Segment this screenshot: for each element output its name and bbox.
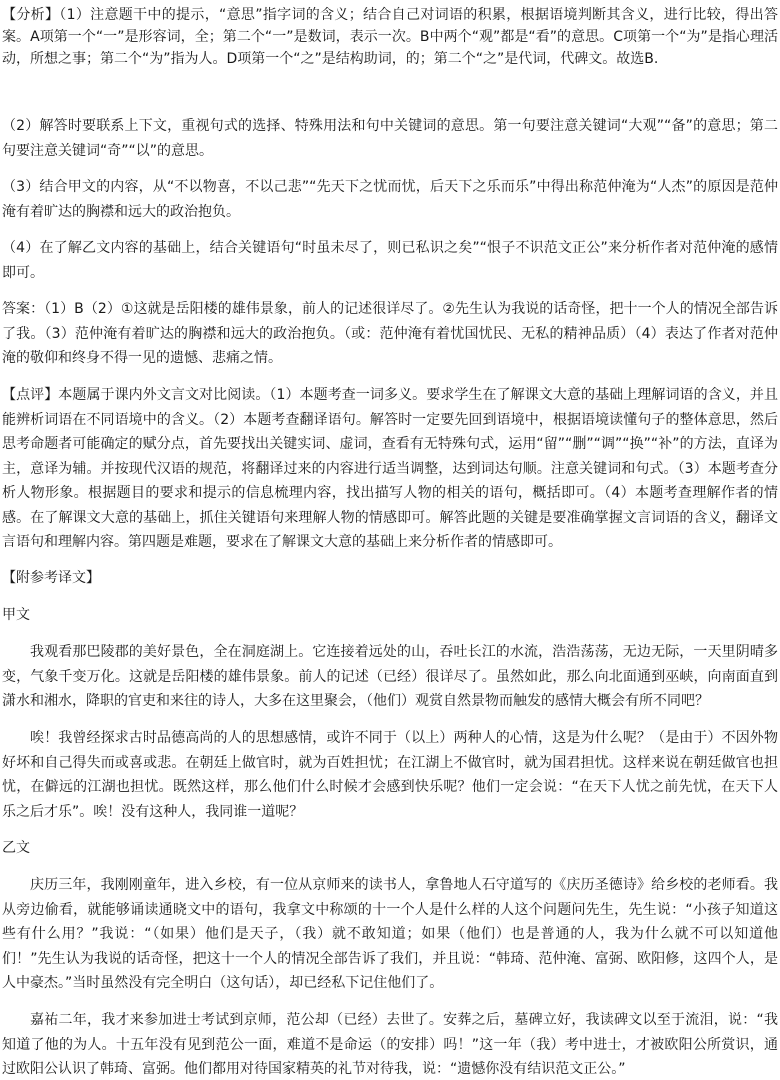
translation-heading: 【附参考译文】 — [2, 570, 100, 586]
analysis-paragraph-4: （4）在了解乙文内容的基础上，结合关键语句“时虽未尽了，则已私识之矣”“恨子不识范文正公”来分析作者对范仲淹的感情即可。 — [2, 240, 778, 281]
comment-paragraph: 【点评】本题属于课内外文言文对比阅读。（1）本题考查一词多义。要求学生在了解课文大意的基础上理解词语的含义，并且能辨析词语在不同语境中的含义。（2）本题考查翻译语句。解答时一定要先回到语境中，根据语境读懂句子的整体意思，然后思考命题者可能确定的赋分点，首先要找出关键实词、虚词，查看有无特殊句式，运用“留”“删”“调”“换”“补”的方法，直译为主，意译为辅。并按现代汉语的规范，将翻译过来的内容进行适当调整，达到词达句顺。注意关键词和句式。（3）本题考查分析人物形象。根据题目的要求和提示的信息梳理内容，找出描写人物的相关的语句，概括即可。（4）本题考查理解作者的情感。在了解课文大意的基础上，抓住关键语句来理解人物的情感即可。解答此题的关键是要准确掌握文言词语的含义，翻译文言语句和理解内容。第四题是难题，要求在了解课文大意的基础上来分析作者的情感即可。 — [2, 387, 778, 550]
jia-paragraph-1: 我观看那巴陵郡的美好景色，全在洞庭湖上。它连接着远处的山，吞吐长江的水流，浩浩荡荡，无边无际，一天里阴晴多变，气象千变万化。这就是岳阳楼的雄伟景象。前人的记述（已经）很详尽了。虽然如此，那么向北面通到巫峡，向南面直到潇水和湘水，降职的官吏和来往的诗人，大多在这里聚会，（他们）观赏自然景物而触发的感情大概会有所不同吧？ — [2, 644, 778, 709]
analysis-paragraph-3: （3）结合甲文的内容，从“不以物喜，不以己悲”“先天下之忧而忧，后天下之乐而乐”中得出称范仲淹为“人杰”的原因是范仲淹有着旷达的胸襟和远大的政治抱负。 — [2, 179, 778, 220]
yi-paragraph-1: 庆历三年，我刚刚童年，进入乡校，有一位从京师来的读书人，拿鲁地人石守道写的《庆历圣德诗》给乡校的老师看。我从旁边偷看，就能够诵读通晓文中的语句，我拿文中称颂的十一个人是什么样的人这个问题问先生，先生说：“小孩子知道这些有什么用？”我说：“（如果）他们是天子，（我）就不敢知道；如果（他们）也是普通的人，我为什么就不可以知道他们！”先生认为我说的话奇怪，把这十一个人的情况全部告诉了我们，并且说：“韩琦、范仲淹、富弼、欧阳修，这四个人，是人中豪杰。”当时虽然没有完全明白（这句话），却已经私下记住他们了。 — [2, 877, 778, 991]
yi-paragraph-2: 嘉祐二年，我才来参加进士考试到京师，范公却（已经）去世了。安葬之后，墓碑立好，我读碑文以至于流泪，说：“我知道了他的为人。十五年没有见到范公一面，难道不是命运（的安排）吗！”这一年（我）考中进士，才被欧阳公所赏识，通过欧阳公认识了韩琦、富弼。他们都用对待国家精英的礼节对待我，说：“遗憾你没有结识范文正公。” — [2, 1012, 778, 1077]
answer-paragraph: 答案：（1）B（2）①这就是岳阳楼的雄伟景象，前人的记述很详尽了。②先生认为我说的话奇怪，把十一个人的情况全部告诉了我。（3）范仲淹有着旷达的胸襟和远大的政治抱负。（或：范仲淹有着忧国忧民、无私的精神品质）（4）表达了作者对范仲淹的敬仰和终身不得一见的遗憾、悲痛之情。 — [2, 301, 778, 366]
yi-label: 乙文 — [2, 840, 30, 856]
analysis-paragraph-1: 【分析】（1）注意题干中的提示，“意思”指字词的含义；结合自己对词语的积累，根据语境判断其含义，进行比较，得出答案。A项第一个“一”是形容词，全；第二个“一”是数词，表示一次。B中两个“观”都是“看”的意思。C项第一个“为”是指心理活动，所想之事；第二个“为”指为人。D项第一个“之”是结构助词，的；第二个“之”是代词，代碑文。故选B. — [2, 7, 778, 67]
jia-paragraph-2: 唉！我曾经探求古时品德高尚的人的思想感情，或许不同于（以上）两种人的心情，这是为什么呢？（是由于）不因外物好坏和自己得失而或喜或悲。在朝廷上做官时，就为百姓担忧；在江湖上不做官时，就为国君担忧。这样来说在朝廷做官也担忧，在僻远的江湖也担忧。既然这样，那么他们什么时候才会感到快乐呢？他们一定会说：“在天下人忧之前先忧，在天下人乐之后才乐”。唉！没有这种人，我同谁一道呢？ — [2, 730, 778, 820]
jia-label: 甲文 — [2, 607, 30, 623]
analysis-paragraph-2: （2）解答时要联系上下文，重视句式的选择、特殊用法和句中关键词的意思。第一句要注意关键词“大观”“备”的意思；第二句要注意关键词“奇”“以”的意思。 — [2, 118, 778, 159]
